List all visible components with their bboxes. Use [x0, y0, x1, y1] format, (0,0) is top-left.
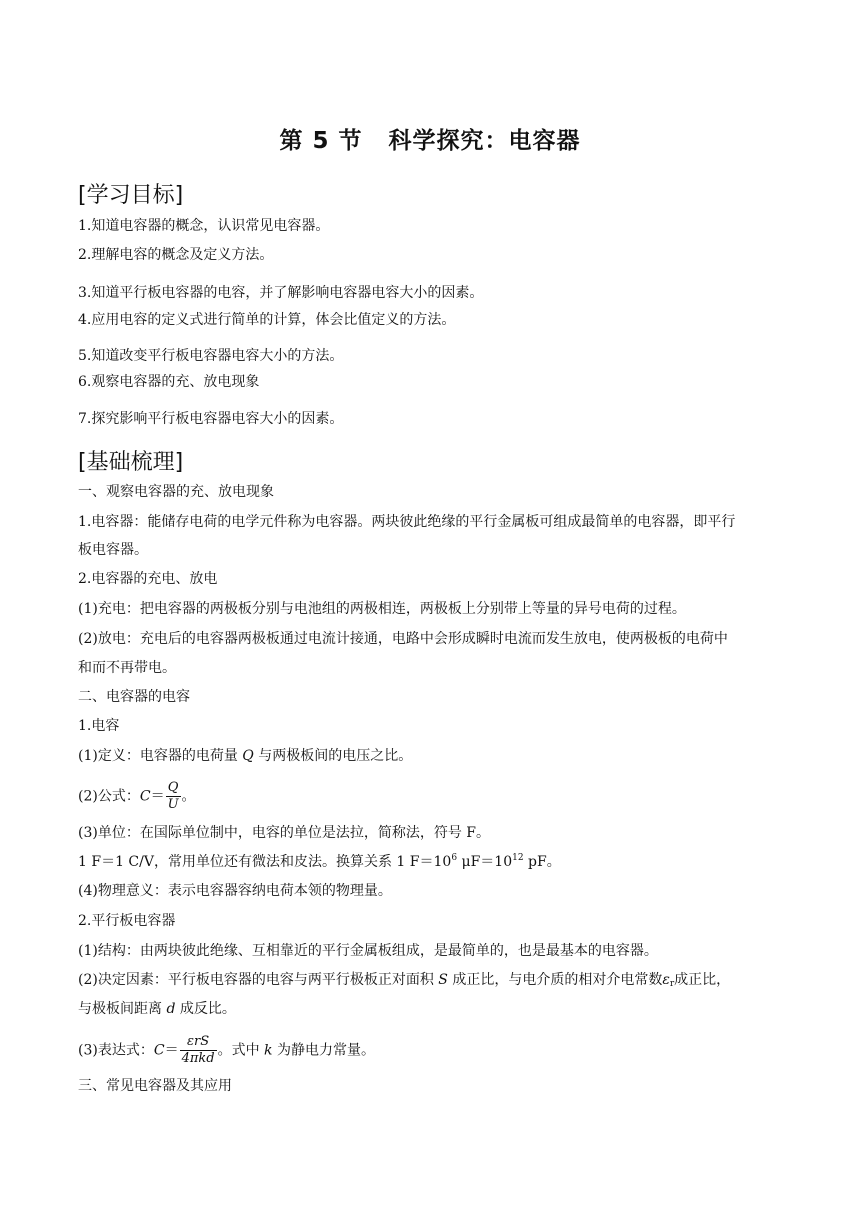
paragraph-line: 板电容器。: [78, 542, 148, 558]
paragraph-line: (4)物理意义：表示电容器容纳电荷本领的物理量。: [78, 883, 392, 899]
formula-line: (2)公式：C＝ $\frac{Q}{U}$ 。: [78, 780, 196, 812]
objective-item: 6.观察电容器的充、放电现象: [78, 374, 260, 390]
expression-line: (3)表达式：C＝ $\frac{\text{εrS}}{\text{4πkd}}$ 。式中 k 为静电力常量。: [78, 1034, 375, 1066]
capacitance-fraction: $\frac{Q}{U}$: [167, 780, 179, 812]
paragraph-line: 2.电容器的充电、放电: [78, 571, 218, 587]
subsection-title: 三、常见电容器及其应用: [78, 1078, 232, 1094]
plate-capacitance-fraction: $\frac{\text{εrS}}{\text{4πkd}}$: [181, 1034, 215, 1066]
paragraph-line: (1)结构：由两块彼此绝缘、互相靠近的平行金属板组成，是最简单的，也是最基本的电容器。: [78, 943, 658, 959]
paragraph-line: 2.平行板电容器: [78, 913, 176, 929]
objective-item: 2.理解电容的概念及定义方法。: [78, 247, 274, 263]
paragraph-line: 1.电容: [78, 718, 120, 734]
objectives-heading: [学习目标]: [78, 183, 184, 208]
basics-heading: [基础梳理]: [78, 450, 184, 475]
objective-item: 7.探究影响平行板电容器电容大小的因素。: [78, 411, 344, 427]
paragraph-line: 1.电容器：能储存电荷的电学元件称为电容器。两块彼此绝缘的平行金属板可组成最简单的电容器，即平行: [78, 514, 736, 530]
objective-item: 4.应用电容的定义式进行简单的计算，体会比值定义的方法。: [78, 312, 456, 328]
section-number: 第 5 节: [279, 128, 363, 154]
objective-item: 5.知道改变平行板电容器电容大小的方法。: [78, 348, 344, 364]
factor-line: 与极板间距离 d 成反比。: [78, 1001, 236, 1017]
subsection-title: 二、电容器的电容: [78, 689, 190, 705]
paragraph-line: (3)单位：在国际单位制中，电容的单位是法拉，简称法，符号 F。: [78, 825, 490, 841]
definition-line: (1)定义：电容器的电荷量 Q 与两极板间的电压之比。: [78, 748, 413, 764]
objective-item: 1.知道电容器的概念，认识常见电容器。: [78, 218, 330, 234]
subsection-title: 一、观察电容器的充、放电现象: [78, 484, 274, 500]
section-title: 科学探究：电容器: [388, 128, 581, 154]
factor-line: (2)决定因素：平行板电容器的电容与两平行极板正对面积 S 成正比，与电介质的相对介电常数$\varepsilon_r$成正比，: [78, 972, 731, 989]
paragraph-line: (2)放电：充电后的电容器两极板通过电流计接通，电路中会形成瞬时电流而发生放电，使两极板的电荷中: [78, 631, 728, 647]
conversion-line: 1 F＝1 C/V，常用单位还有微法和皮法。换算关系 1 $F=10^6$ $\mu F=10^{12}$ pF。: [78, 853, 561, 870]
page-title: [0, 122, 860, 155]
paragraph-line: (1)充电：把电容器的两极板分别与电池组的两极相连，两极板上分别带上等量的异号电荷的过程。: [78, 601, 686, 617]
objective-item: 3.知道平行板电容器的电容，并了解影响电容器电容大小的因素。: [78, 285, 484, 301]
paragraph-line: 和而不再带电。: [78, 660, 176, 676]
